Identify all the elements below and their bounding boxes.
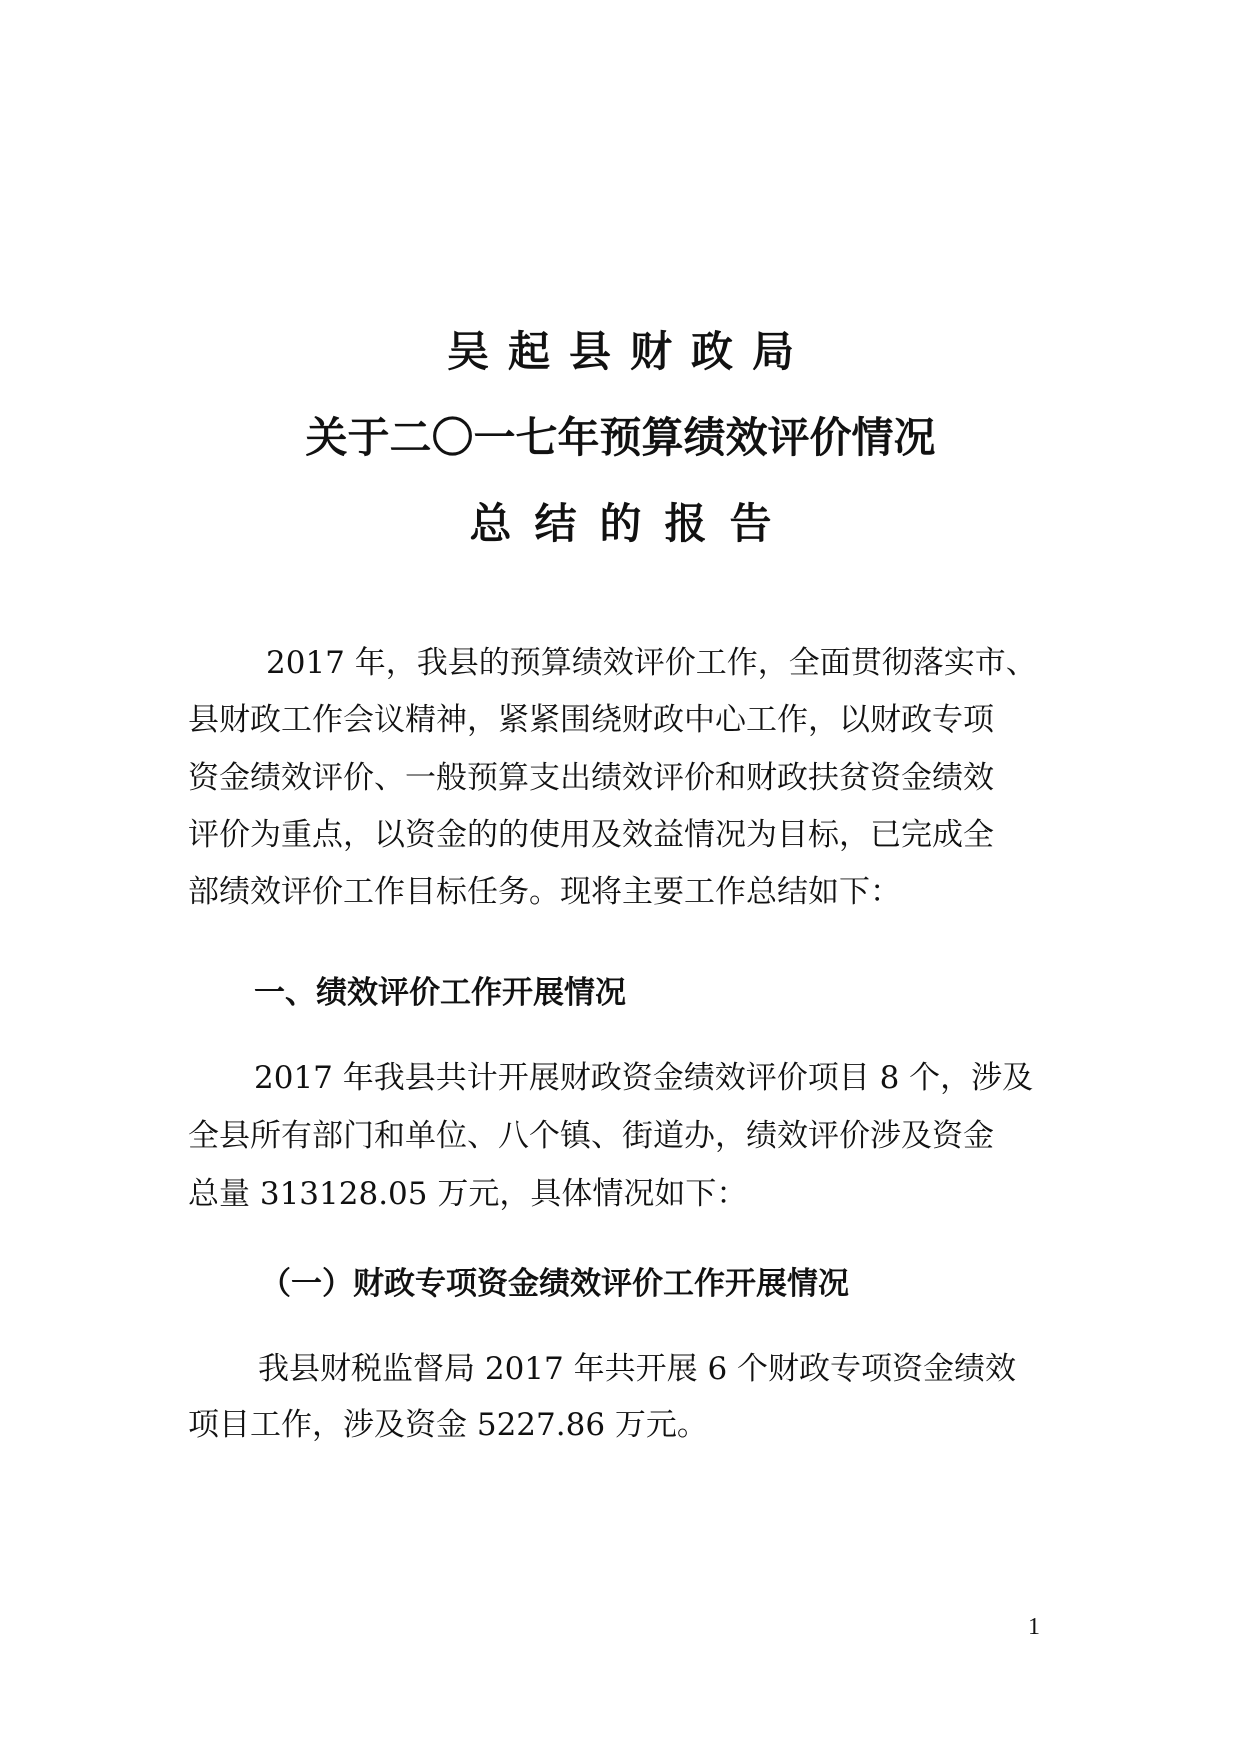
section-1-line-2: 全县所有部门和单位、八个镇、街道办，绩效评价涉及资金 xyxy=(188,1118,994,1154)
section-1-line-1: 2017 年我县共计开展财政资金绩效评价项目 8 个，涉及 xyxy=(254,1060,1034,1096)
page-number: 1 xyxy=(1028,1614,1040,1640)
intro-line-5: 部绩效评价工作目标任务。现将主要工作总结如下： xyxy=(188,874,901,910)
subsection-1-line-1: 我县财税监督局 2017 年共开展 6 个财政专项资金绩效 xyxy=(258,1351,1017,1387)
intro-line-1: 2017 年，我县的预算绩效评价工作，全面贯彻落实市、 xyxy=(266,645,1037,681)
intro-line-2: 县财政工作会议精神，紧紧围绕财政中心工作，以财政专项 xyxy=(188,702,994,738)
intro-line-4: 评价为重点，以资金的的使用及效益情况为目标，已完成全 xyxy=(188,817,994,853)
subsection-1-heading: （一）财政专项资金绩效评价工作开展情况 xyxy=(260,1266,849,1302)
document-title-subject: 关于二〇一七年预算绩效评价情况 xyxy=(305,413,936,462)
document-title-issuer: 吴起县财政局 xyxy=(446,327,813,376)
section-1-line-3: 总量 313128.05 万元，具体情况如下： xyxy=(188,1176,748,1212)
section-1-heading: 一、绩效评价工作开展情况 xyxy=(254,975,626,1011)
subsection-1-line-2: 项目工作，涉及资金 5227.86 万元。 xyxy=(188,1407,708,1443)
intro-line-3: 资金绩效评价、一般预算支出绩效评价和财政扶贫资金绩效 xyxy=(188,760,994,796)
document-title-type: 总结的报告 xyxy=(469,499,795,548)
